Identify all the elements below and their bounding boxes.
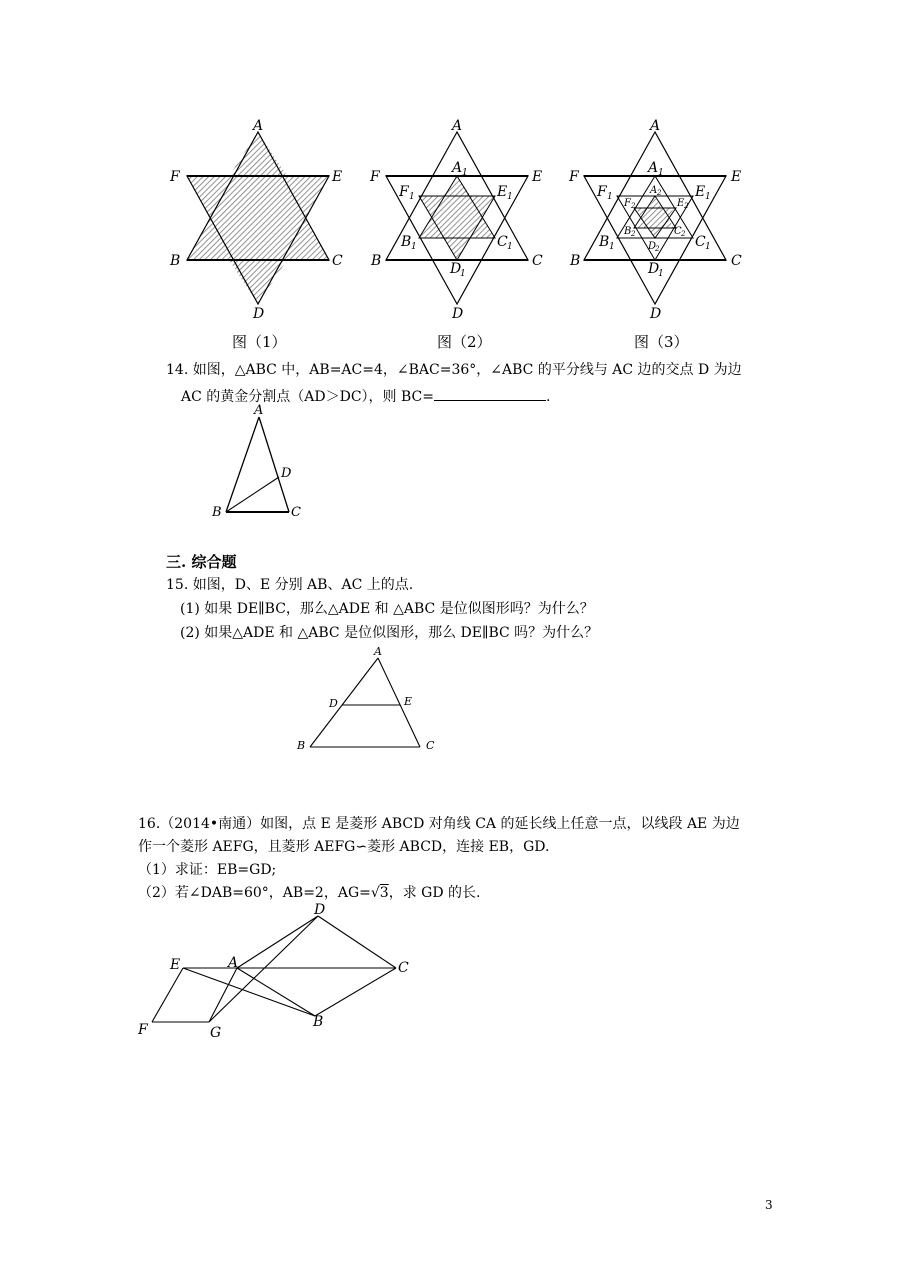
label-d1-sub: 1 xyxy=(460,269,466,279)
label-d1: D xyxy=(648,261,660,277)
label-e1-sub: 1 xyxy=(705,192,711,202)
label-e: E xyxy=(731,169,742,185)
label-c: C xyxy=(731,253,742,269)
label-e2: E xyxy=(677,198,685,209)
label-b: B xyxy=(170,253,181,269)
label-a2: A xyxy=(650,185,658,196)
label-a1-sub: 1 xyxy=(658,168,664,178)
q16-line-1: 16.（2014•南通）如图，点 E 是菱形 ABCD 对角线 CA 的延长线上任意一点，以线段 AE 为边 xyxy=(138,816,740,832)
label-a: A xyxy=(452,118,463,134)
label-a1-sub: 1 xyxy=(462,168,468,178)
label-d2-sub: 2 xyxy=(655,245,660,253)
label-d: D xyxy=(253,306,265,322)
label-c1: C xyxy=(497,234,508,250)
label-g: G xyxy=(210,1025,222,1041)
label-c2: C xyxy=(674,226,682,237)
sqrt-radicand: 3 xyxy=(379,885,389,901)
q14-line-2-text: AC 的黄金分割点（AD＞DC），则 BC= xyxy=(181,389,434,405)
q16-line-4-end: ，求 GD 的长. xyxy=(388,885,481,901)
label-c1-sub: 1 xyxy=(705,242,711,252)
shaded-innermost-hexagram xyxy=(636,198,674,238)
label-f: F xyxy=(138,1022,148,1038)
label-e2-sub: 2 xyxy=(684,202,689,210)
q16-line-2: 作一个菱形 AEFG，且菱形 AEFG∽菱形 ABCD，连接 EB，GD. xyxy=(138,839,550,855)
label-b2-sub: 2 xyxy=(631,230,636,238)
label-e: E xyxy=(332,169,343,185)
label-f2-sub: 2 xyxy=(631,202,636,210)
label-d: D xyxy=(281,466,292,481)
label-a1: A xyxy=(648,160,659,176)
label-e: E xyxy=(532,169,543,185)
label-f: F xyxy=(370,169,380,185)
label-a: A xyxy=(374,645,382,658)
figure-1-caption: 图（1） xyxy=(232,333,287,351)
label-a: A xyxy=(253,118,264,134)
q16-line-4-text: （2）若∠DAB=60°，AB=2，AG= xyxy=(138,885,371,901)
label-e: E xyxy=(404,695,413,708)
q16-line-3: （1）求证：EB=GD; xyxy=(138,862,277,878)
label-c: C xyxy=(426,739,435,752)
label-c1-sub: 1 xyxy=(507,242,513,252)
label-d1-sub: 1 xyxy=(658,269,664,279)
label-d1: D xyxy=(450,261,462,277)
label-c2-sub: 2 xyxy=(681,230,686,238)
q15-triangle-figure xyxy=(290,640,450,755)
label-b: B xyxy=(570,253,581,269)
label-d: D xyxy=(314,902,326,918)
label-a2-sub: 2 xyxy=(657,189,662,197)
label-b1: B xyxy=(401,234,412,250)
section-3-heading: 三. 综合题 xyxy=(166,553,237,571)
label-b1-sub: 1 xyxy=(411,242,417,252)
label-e1: E xyxy=(695,184,706,200)
label-b2: B xyxy=(624,226,632,237)
shaded-hexagram xyxy=(187,132,329,304)
label-b: B xyxy=(313,1014,324,1030)
label-c: C xyxy=(291,505,301,520)
q15-line-2: (1) 如果 DE∥BC，那么△ADE 和 △ABC 是位似图形吗？为什么？ xyxy=(180,601,594,617)
label-f1: F xyxy=(399,184,409,200)
label-d: D xyxy=(650,306,662,322)
label-b: B xyxy=(297,739,306,752)
label-f2: F xyxy=(624,198,631,209)
label-e1: E xyxy=(497,184,508,200)
label-f: F xyxy=(569,169,579,185)
label-d: D xyxy=(452,306,464,322)
q15-line-1: 15. 如图，D、E 分别 AB、AC 上的点. xyxy=(166,577,414,593)
label-c: C xyxy=(398,960,409,976)
figure-3-caption: 图（3） xyxy=(634,333,689,351)
figure-3-triple-hexagram xyxy=(560,112,760,327)
sqrt-symbol: √ xyxy=(370,885,380,901)
label-c1: C xyxy=(695,234,706,250)
label-a: A xyxy=(228,955,239,971)
q14-answer-blank[interactable] xyxy=(434,386,546,401)
label-b: B xyxy=(371,253,382,269)
label-f1: F xyxy=(597,184,607,200)
page-number: 3 xyxy=(765,1198,773,1212)
label-e: E xyxy=(170,957,181,973)
figure-2-caption: 图（2） xyxy=(437,333,492,351)
label-b: B xyxy=(212,505,222,520)
shaded-inner-hexagram xyxy=(419,176,495,260)
label-a: A xyxy=(650,118,661,134)
q14-line-1: 14. 如图，△ABC 中，AB=AC=4，∠BAC=36°，∠ABC 的平分线与 AC 边的交点 D 为边 xyxy=(166,362,742,378)
label-b1-sub: 1 xyxy=(609,242,615,252)
label-d2: D xyxy=(648,241,657,252)
label-a: A xyxy=(254,403,264,418)
label-f: F xyxy=(170,169,180,185)
label-e1-sub: 1 xyxy=(507,192,513,202)
label-c: C xyxy=(332,253,343,269)
label-a1: A xyxy=(452,160,463,176)
q14-line-2-end: . xyxy=(545,389,551,405)
q15-line-3: (2) 如果△ADE 和 △ABC 是位似图形，那么 DE∥BC 吗？为什么？ xyxy=(180,625,599,641)
figure-1-hexagram xyxy=(160,112,360,327)
label-d: D xyxy=(329,697,338,710)
figure-2-nested-hexagram xyxy=(360,112,560,327)
label-b1: B xyxy=(599,234,610,250)
label-c: C xyxy=(532,253,543,269)
q14-triangle-figure xyxy=(205,400,315,522)
label-f1-sub: 1 xyxy=(409,192,415,202)
q16-rhombus-figure xyxy=(130,900,420,1045)
label-f1-sub: 1 xyxy=(607,192,613,202)
